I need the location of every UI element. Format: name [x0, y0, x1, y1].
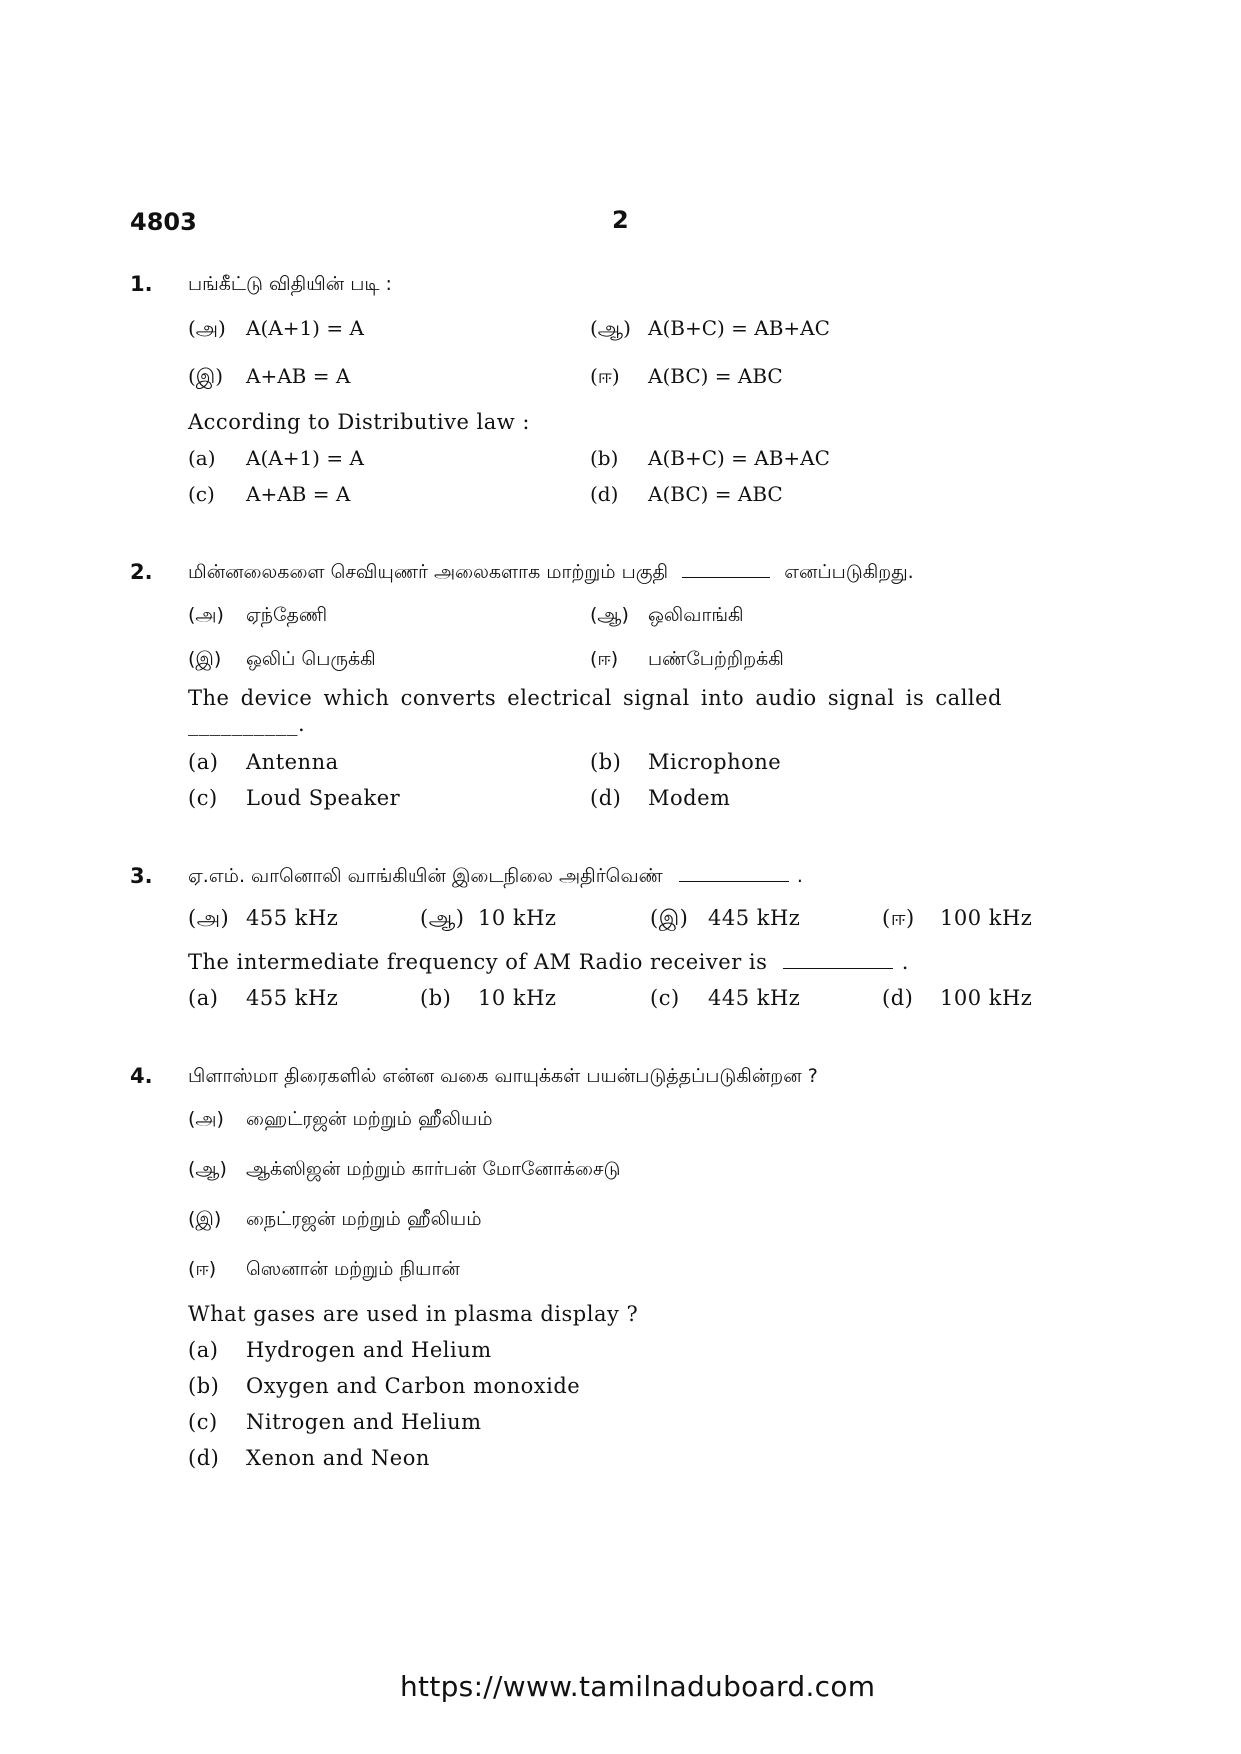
- english-option-label: (b): [590, 750, 622, 774]
- paper-code: 4803: [130, 208, 197, 236]
- tamil-option-text: ஹைட்ரஜன் மற்றும் ஹீலியம்: [246, 1108, 493, 1130]
- tamil-option-label: (அ): [188, 1108, 224, 1130]
- tamil-question-text: பங்கீட்டு விதியின் படி :: [188, 273, 392, 295]
- tamil-question-suffix: .: [796, 865, 803, 887]
- english-option-label: (d): [590, 482, 619, 506]
- tamil-option-label: (ஈ): [188, 1258, 217, 1280]
- english-option-text: 445 kHz: [708, 986, 801, 1010]
- english-question-text: According to Distributive law :: [188, 410, 531, 434]
- english-option-text: Modem: [648, 786, 731, 810]
- tamil-option-text: A(A+1) = A: [246, 316, 364, 340]
- english-option-text: 10 kHz: [478, 986, 557, 1010]
- tamil-option-label: (அ): [188, 316, 226, 340]
- english-question-line: [188, 950, 909, 974]
- tamil-option-label: (ஆ): [590, 316, 631, 340]
- question-number: 3.: [130, 864, 153, 888]
- english-option-label: (d): [590, 786, 622, 810]
- page-number: 2: [612, 206, 629, 234]
- english-option-text: 455 kHz: [246, 986, 339, 1010]
- tamil-option-label: (அ): [188, 604, 224, 626]
- english-option-label: (c): [188, 482, 215, 506]
- english-option-text: Xenon and Neon: [246, 1446, 430, 1470]
- english-option-text: A(BC) = ABC: [648, 482, 783, 506]
- english-option-label: (a): [188, 446, 216, 470]
- tamil-option-text: A(BC) = ABC: [648, 364, 783, 388]
- tamil-question-text: ஏ.எம். வானொலி வாங்கியின் இடைநிலை அதிர்வெண்: [188, 865, 663, 887]
- tamil-option-text: ஆக்ஸிஜன் மற்றும் கார்பன் மோனோக்சைடு: [246, 1158, 621, 1180]
- tamil-option-label: (ஈ): [590, 648, 619, 670]
- english-option-text: Microphone: [648, 750, 782, 774]
- english-option-text: Nitrogen and Helium: [246, 1410, 482, 1434]
- english-option-label: (a): [188, 750, 219, 774]
- tamil-option-text: 10 kHz: [478, 906, 557, 930]
- tamil-option-label: (இ): [188, 1208, 222, 1230]
- tamil-option-label: (அ): [188, 906, 230, 930]
- tamil-option-text: 445 kHz: [708, 906, 801, 930]
- tamil-option-label: (ஆ): [590, 604, 629, 626]
- answer-blank: [679, 879, 789, 882]
- tamil-question-line: [188, 561, 914, 586]
- english-option-text: Oxygen and Carbon monoxide: [246, 1374, 581, 1398]
- tamil-option-label: (இ): [188, 648, 222, 670]
- english-option-text: Antenna: [246, 750, 339, 774]
- tamil-option-text: நைட்ரஜன் மற்றும் ஹீலியம்: [246, 1208, 482, 1230]
- tamil-option-label: (ஈ): [590, 364, 620, 388]
- tamil-option-label: (ஆ): [188, 1158, 227, 1180]
- english-option-label: (a): [188, 986, 219, 1010]
- tamil-option-text: ஒலிவாங்கி: [648, 604, 744, 626]
- english-option-label: (b): [188, 1374, 220, 1398]
- question-number: 4.: [130, 1064, 153, 1088]
- answer-blank: [783, 966, 893, 969]
- english-option-text: Hydrogen and Helium: [246, 1338, 492, 1362]
- tamil-question-line: [188, 865, 803, 890]
- tamil-option-label: (இ): [188, 364, 224, 388]
- tamil-option-text: A(B+C) = AB+AC: [648, 316, 830, 340]
- english-option-label: (d): [188, 1446, 220, 1470]
- tamil-option-text: 100 kHz: [940, 906, 1033, 930]
- english-option-text: A+AB = A: [246, 482, 351, 506]
- tamil-option-text: ஏந்தேணி: [246, 604, 328, 626]
- english-question-blank: __________.: [188, 712, 306, 736]
- english-option-label: (b): [420, 986, 452, 1010]
- tamil-question-text: மின்னலைகளை செவியுணர் அலைகளாக மாற்றும் பகுதி: [188, 561, 669, 583]
- english-option-label: (b): [590, 446, 619, 470]
- english-question-text: The device which converts electrical signal into audio signal is called: [188, 686, 1002, 710]
- question-number: 1.: [130, 272, 153, 296]
- english-option-label: (c): [188, 786, 218, 810]
- english-option-text: Loud Speaker: [246, 786, 401, 810]
- english-option-label: (a): [188, 1338, 219, 1362]
- tamil-option-label: (இ): [650, 906, 689, 930]
- footer-website-link[interactable]: https://www.tamilnaduboard.com: [400, 1670, 876, 1703]
- tamil-option-text: பண்பேற்றிறக்கி: [648, 648, 784, 670]
- english-question-text: The intermediate frequency of AM Radio receiver is: [188, 950, 768, 974]
- tamil-question-suffix: எனப்படுகிறது.: [784, 561, 914, 583]
- english-question-text: What gases are used in plasma display ?: [188, 1302, 639, 1326]
- tamil-question-text: பிளாஸ்மா திரைகளில் என்ன வகை வாயுக்கள் பயன்படுத்தப்படுகின்றன ?: [188, 1065, 818, 1087]
- tamil-option-label: (ஆ): [420, 906, 465, 930]
- question-number: 2.: [130, 560, 153, 584]
- tamil-option-text: A+AB = A: [246, 364, 351, 388]
- english-question-suffix: .: [901, 950, 909, 974]
- english-option-text: A(B+C) = AB+AC: [648, 446, 830, 470]
- tamil-option-text: ஒலிப் பெருக்கி: [246, 648, 376, 670]
- english-option-label: (c): [188, 1410, 218, 1434]
- answer-blank: [682, 575, 770, 578]
- english-option-label: (c): [650, 986, 680, 1010]
- tamil-option-label: (ஈ): [882, 906, 915, 930]
- english-option-text: 100 kHz: [940, 986, 1033, 1010]
- tamil-option-text: 455 kHz: [246, 906, 339, 930]
- english-option-text: A(A+1) = A: [246, 446, 364, 470]
- tamil-option-text: ஸெனான் மற்றும் நியான்: [246, 1258, 460, 1280]
- english-option-label: (d): [882, 986, 914, 1010]
